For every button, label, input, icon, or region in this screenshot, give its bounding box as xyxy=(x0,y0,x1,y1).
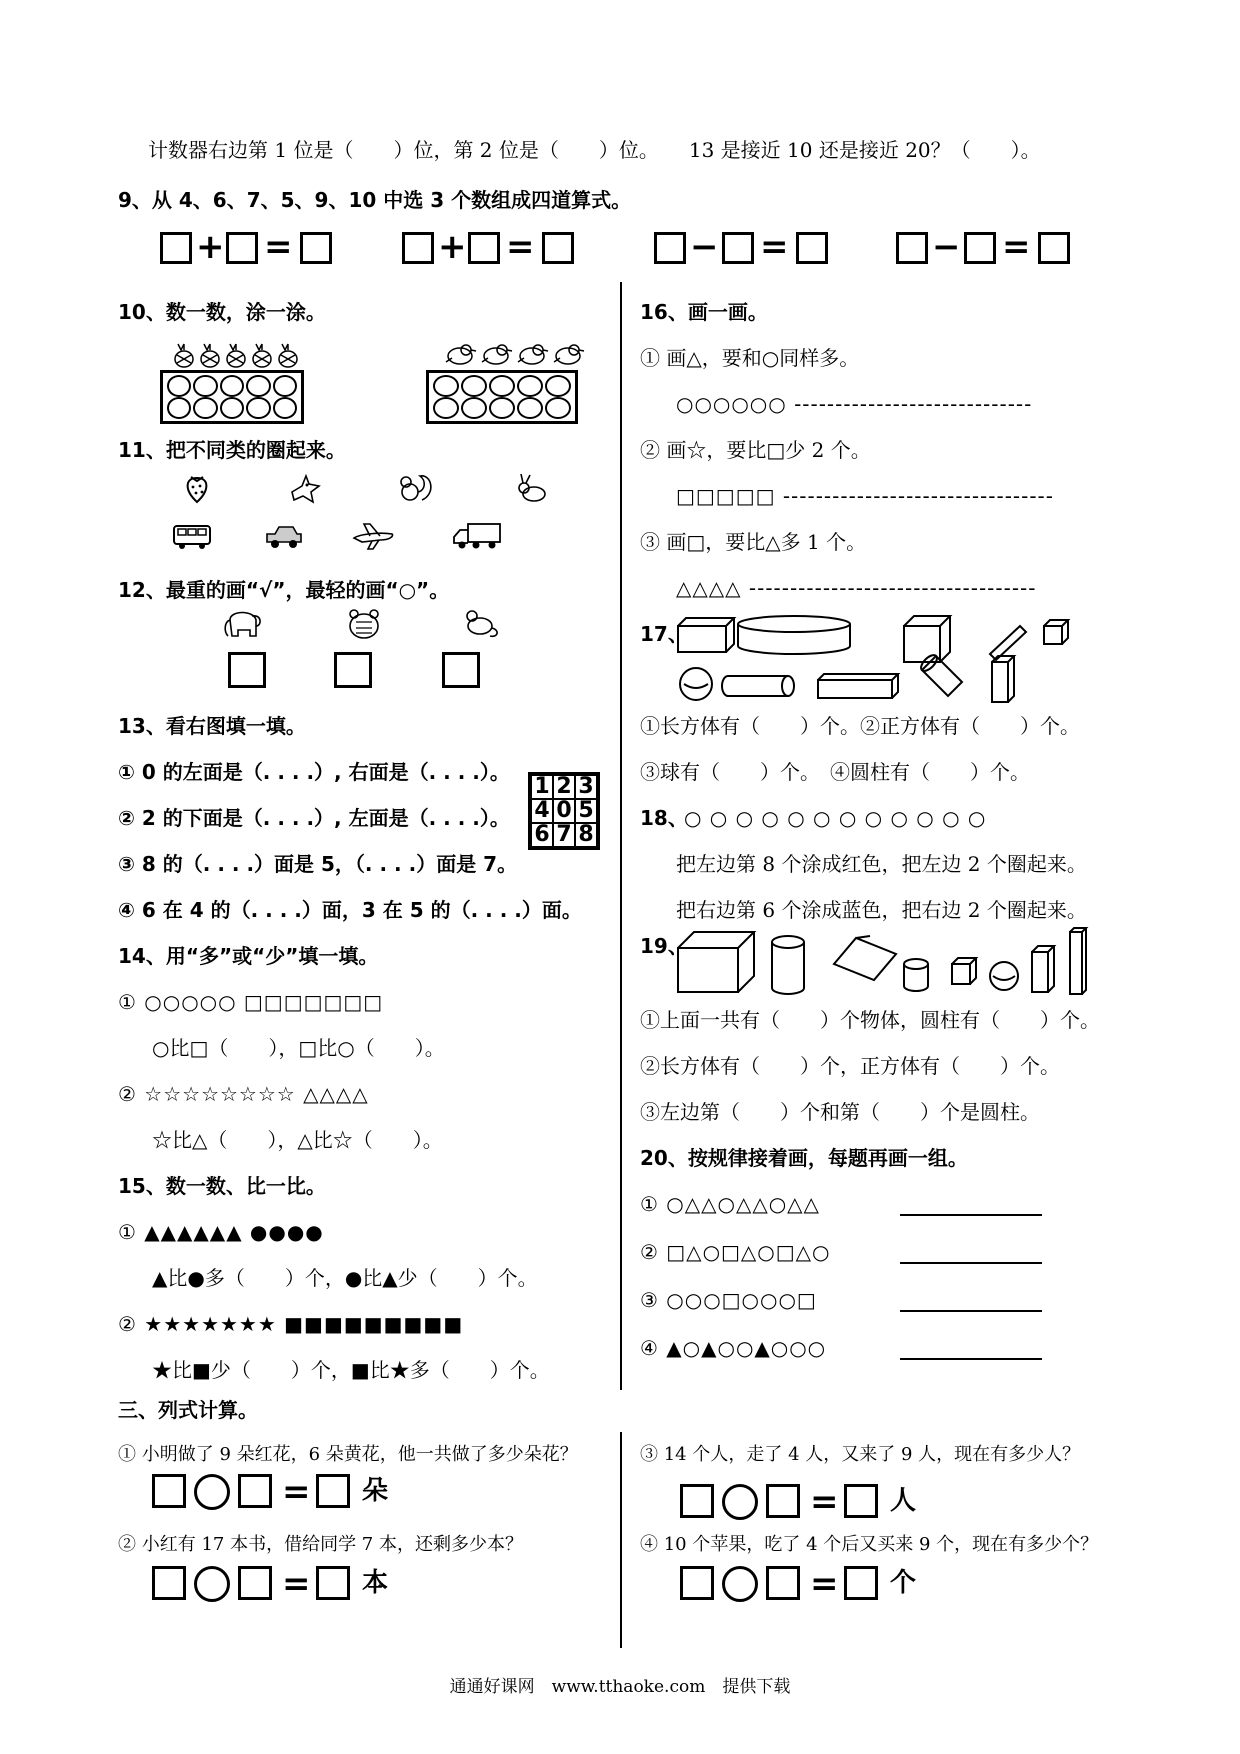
answer-line[interactable] xyxy=(900,1262,1042,1264)
unit-label: 本 xyxy=(362,1568,389,1598)
equals-sign: = xyxy=(810,1482,839,1522)
grid-cell: 5 xyxy=(575,799,597,823)
q17-line-1: ①长方体有（ ）个。②正方体有（ ）个。 xyxy=(640,714,1080,738)
grid-cell: 4 xyxy=(531,799,553,823)
q19-line-3: ③左边第（ ）个和第（ ）个是圆柱。 xyxy=(640,1100,1040,1124)
answer-box[interactable] xyxy=(680,1484,714,1518)
car-icon[interactable] xyxy=(264,522,304,552)
column-divider-lower xyxy=(620,1432,622,1648)
pineapple-icon xyxy=(172,340,304,368)
q13-line-2: ② 2 的下面是（. . . .）, 左面是（. . . .）。 xyxy=(118,806,510,830)
q10-title: 10、数一数，涂一涂。 xyxy=(118,300,326,324)
solid-shapes-row-2 xyxy=(674,924,1094,1002)
grid-cell: 8 xyxy=(575,823,597,847)
q19-line-2: ②长方体有（ ）个，正方体有（ ）个。 xyxy=(640,1054,1060,1078)
equals-sign: = xyxy=(282,1564,311,1604)
q14-row-1: ① ○○○○○ □□□□□□□ xyxy=(118,990,384,1014)
column-divider xyxy=(620,282,622,1390)
operator-circle[interactable] xyxy=(194,1566,230,1602)
answer-box[interactable] xyxy=(228,652,266,688)
answer-box[interactable] xyxy=(722,232,754,264)
q18-number: 18、 xyxy=(640,806,688,830)
answer-box[interactable] xyxy=(152,1566,186,1600)
answer-box[interactable] xyxy=(468,232,500,264)
problem-4: ④ 10 个苹果，吃了 4 个后又买来 9 个，现在有多少个？ xyxy=(640,1534,1099,1555)
q14-title: 14、用“多”或“少”填一填。 xyxy=(118,944,379,968)
q13-line-4: ④ 6 在 4 的（. . . .）面，3 在 5 的（. . . .）面。 xyxy=(118,898,582,922)
q16-b: ② 画☆，要比□少 2 个。 xyxy=(640,438,871,462)
plus-sign: + xyxy=(438,227,467,267)
ten-frame[interactable] xyxy=(160,370,304,424)
grid-cell: 6 xyxy=(531,823,553,847)
answer-box[interactable] xyxy=(316,1474,350,1508)
ten-frame[interactable] xyxy=(426,370,578,424)
q14-row-2-answer: ☆比△（ ），△比☆（ ）。 xyxy=(152,1128,443,1152)
q15-title: 15、数一数、比一比。 xyxy=(118,1174,326,1198)
operator-circle[interactable] xyxy=(194,1474,230,1510)
airplane-icon[interactable] xyxy=(350,520,396,552)
unit-label: 朵 xyxy=(362,1476,389,1506)
operator-circle[interactable] xyxy=(722,1484,758,1520)
q20-row-3: ③ ○○○□○○○□ xyxy=(640,1288,817,1312)
q17-number: 17、 xyxy=(640,622,688,646)
answer-box[interactable] xyxy=(844,1484,878,1518)
problem-1: ① 小明做了 9 朵红花，6 朵黄花，他一共做了多少朵花？ xyxy=(118,1444,578,1465)
q15-row-2-answer: ★比■少（ ）个，■比★多（ ）个。 xyxy=(152,1358,550,1382)
section-3-title: 三、列式计算。 xyxy=(118,1398,258,1422)
bear-icon xyxy=(344,606,384,640)
operator-circle[interactable] xyxy=(722,1566,758,1602)
minus-sign: − xyxy=(932,227,961,267)
q15-row-2: ② ★★★★★★★ ■■■■■■■■■ xyxy=(118,1312,464,1336)
q16-c: ③ 画□，要比△多 1 个。 xyxy=(640,530,867,554)
q20-row-2: ② □△○□△○□△○ xyxy=(640,1240,831,1264)
answer-box[interactable] xyxy=(766,1484,800,1518)
answer-box[interactable] xyxy=(542,232,574,264)
q8-line: 计数器右边第 1 位是（ ）位，第 2 位是（ ）位。 13 是接近 10 还是接近 20？（ ）。 xyxy=(148,138,1041,162)
grid-cell: 7 xyxy=(553,823,575,847)
answer-box[interactable] xyxy=(152,1474,186,1508)
answer-box[interactable] xyxy=(964,232,996,264)
grid-cell: 1 xyxy=(531,775,553,799)
q13-title: 13、看右图填一填。 xyxy=(118,714,306,738)
q19-line-1: ①上面一共有（ ）个物体，圆柱有（ ）个。 xyxy=(640,1008,1100,1032)
q14-row-2: ② ☆☆☆☆☆☆☆☆ △△△△ xyxy=(118,1082,369,1106)
q9-title: 9、从 4、6、7、5、9、10 中选 3 个数组成四道算式。 xyxy=(118,188,632,212)
mouse-icon xyxy=(458,606,502,640)
answer-line[interactable] xyxy=(900,1310,1042,1312)
equals-sign: = xyxy=(760,227,789,267)
q18-line-1: 把左边第 8 个涂成红色，把左边 2 个圈起来。 xyxy=(676,852,1087,876)
squirrel-icon[interactable] xyxy=(396,470,436,504)
answer-box[interactable] xyxy=(1038,232,1070,264)
rabbit-icon[interactable] xyxy=(514,472,552,504)
equals-sign: = xyxy=(506,227,535,267)
strawberry-icon[interactable] xyxy=(180,472,214,504)
bird-icon xyxy=(444,340,594,368)
grid-cell: 0 xyxy=(553,799,575,823)
bus-icon[interactable] xyxy=(172,522,212,552)
q16-title: 16、画一画。 xyxy=(640,300,768,324)
problem-2: ② 小红有 17 本书，借给同学 7 本，还剩多少本？ xyxy=(118,1534,523,1555)
q15-row-1: ① ▲▲▲▲▲▲ ●●●● xyxy=(118,1220,324,1244)
q16-b-symbols[interactable]: □□□□□ --------------------------------- xyxy=(676,484,1054,508)
answer-line[interactable] xyxy=(900,1214,1042,1216)
answer-line[interactable] xyxy=(900,1358,1042,1360)
truck-icon[interactable] xyxy=(452,520,502,552)
unit-label: 个 xyxy=(890,1568,917,1598)
answer-box[interactable] xyxy=(238,1566,272,1600)
plus-sign: + xyxy=(196,227,225,267)
answer-box[interactable] xyxy=(334,652,372,688)
answer-box[interactable] xyxy=(238,1474,272,1508)
answer-box[interactable] xyxy=(896,232,928,264)
q18-circles[interactable]: ○ ○ ○ ○ ○ ○ ○ ○ ○ ○ ○ ○ xyxy=(684,806,987,830)
grid-cell: 3 xyxy=(575,775,597,799)
q20-row-1: ① ○△△○△△○△△ xyxy=(640,1192,820,1216)
answer-box[interactable] xyxy=(844,1566,878,1600)
equals-sign: = xyxy=(810,1564,839,1604)
solid-shapes-row xyxy=(672,612,1092,708)
minus-sign: − xyxy=(690,227,719,267)
answer-box[interactable] xyxy=(300,232,332,264)
q15-row-1-answer: ▲比●多（ ）个，●比▲少（ ）个。 xyxy=(152,1266,538,1290)
q20-row-4: ④ ▲○▲○○▲○○○ xyxy=(640,1336,827,1360)
q13-line-1: ① 0 的左面是（. . . .）, 右面是（. . . .）。 xyxy=(118,760,510,784)
q13-line-3: ③ 8 的（. . . .）面是 5，（. . . .）面是 7。 xyxy=(118,852,518,876)
answer-box[interactable] xyxy=(226,232,258,264)
problem-3: ③ 14 个人，走了 4 人，又来了 9 人，现在有多少人？ xyxy=(640,1444,1081,1465)
equals-sign: = xyxy=(282,1472,311,1512)
q19-number: 19、 xyxy=(640,934,688,958)
q16-c-symbols[interactable]: △△△△ ----------------------------------- xyxy=(676,576,1037,600)
q17-line-2: ③球有（ ）个。 ④圆柱有（ ）个。 xyxy=(640,760,1030,784)
number-grid xyxy=(528,772,600,850)
q20-title: 20、按规律接着画，每题再画一组。 xyxy=(640,1146,968,1170)
fox-icon[interactable] xyxy=(286,472,326,504)
q16-a-symbols[interactable]: ○○○○○○ ----------------------------- xyxy=(676,392,1033,416)
equals-sign: = xyxy=(1002,227,1031,267)
answer-box[interactable] xyxy=(160,232,192,264)
answer-box[interactable] xyxy=(442,652,480,688)
answer-box[interactable] xyxy=(796,232,828,264)
q18-line-2: 把右边第 6 个涂成蓝色，把右边 2 个圈起来。 xyxy=(676,898,1087,922)
answer-box[interactable] xyxy=(654,232,686,264)
answer-box[interactable] xyxy=(680,1566,714,1600)
answer-box[interactable] xyxy=(766,1566,800,1600)
equals-sign: = xyxy=(264,227,293,267)
unit-label: 人 xyxy=(890,1486,917,1516)
q12-title: 12、最重的画“√”，最轻的画“○”。 xyxy=(118,578,450,602)
q14-row-1-answer: ○比□（ ），□比○（ ）。 xyxy=(152,1036,445,1060)
elephant-icon xyxy=(222,606,266,640)
page-footer: 通通好课网 www.tthaoke.com 提供下载 xyxy=(449,1677,791,1697)
answer-box[interactable] xyxy=(316,1566,350,1600)
q16-a: ① 画△，要和○同样多。 xyxy=(640,346,860,370)
q11-title: 11、把不同类的圈起来。 xyxy=(118,438,346,462)
grid-cell: 2 xyxy=(553,775,575,799)
answer-box[interactable] xyxy=(402,232,434,264)
